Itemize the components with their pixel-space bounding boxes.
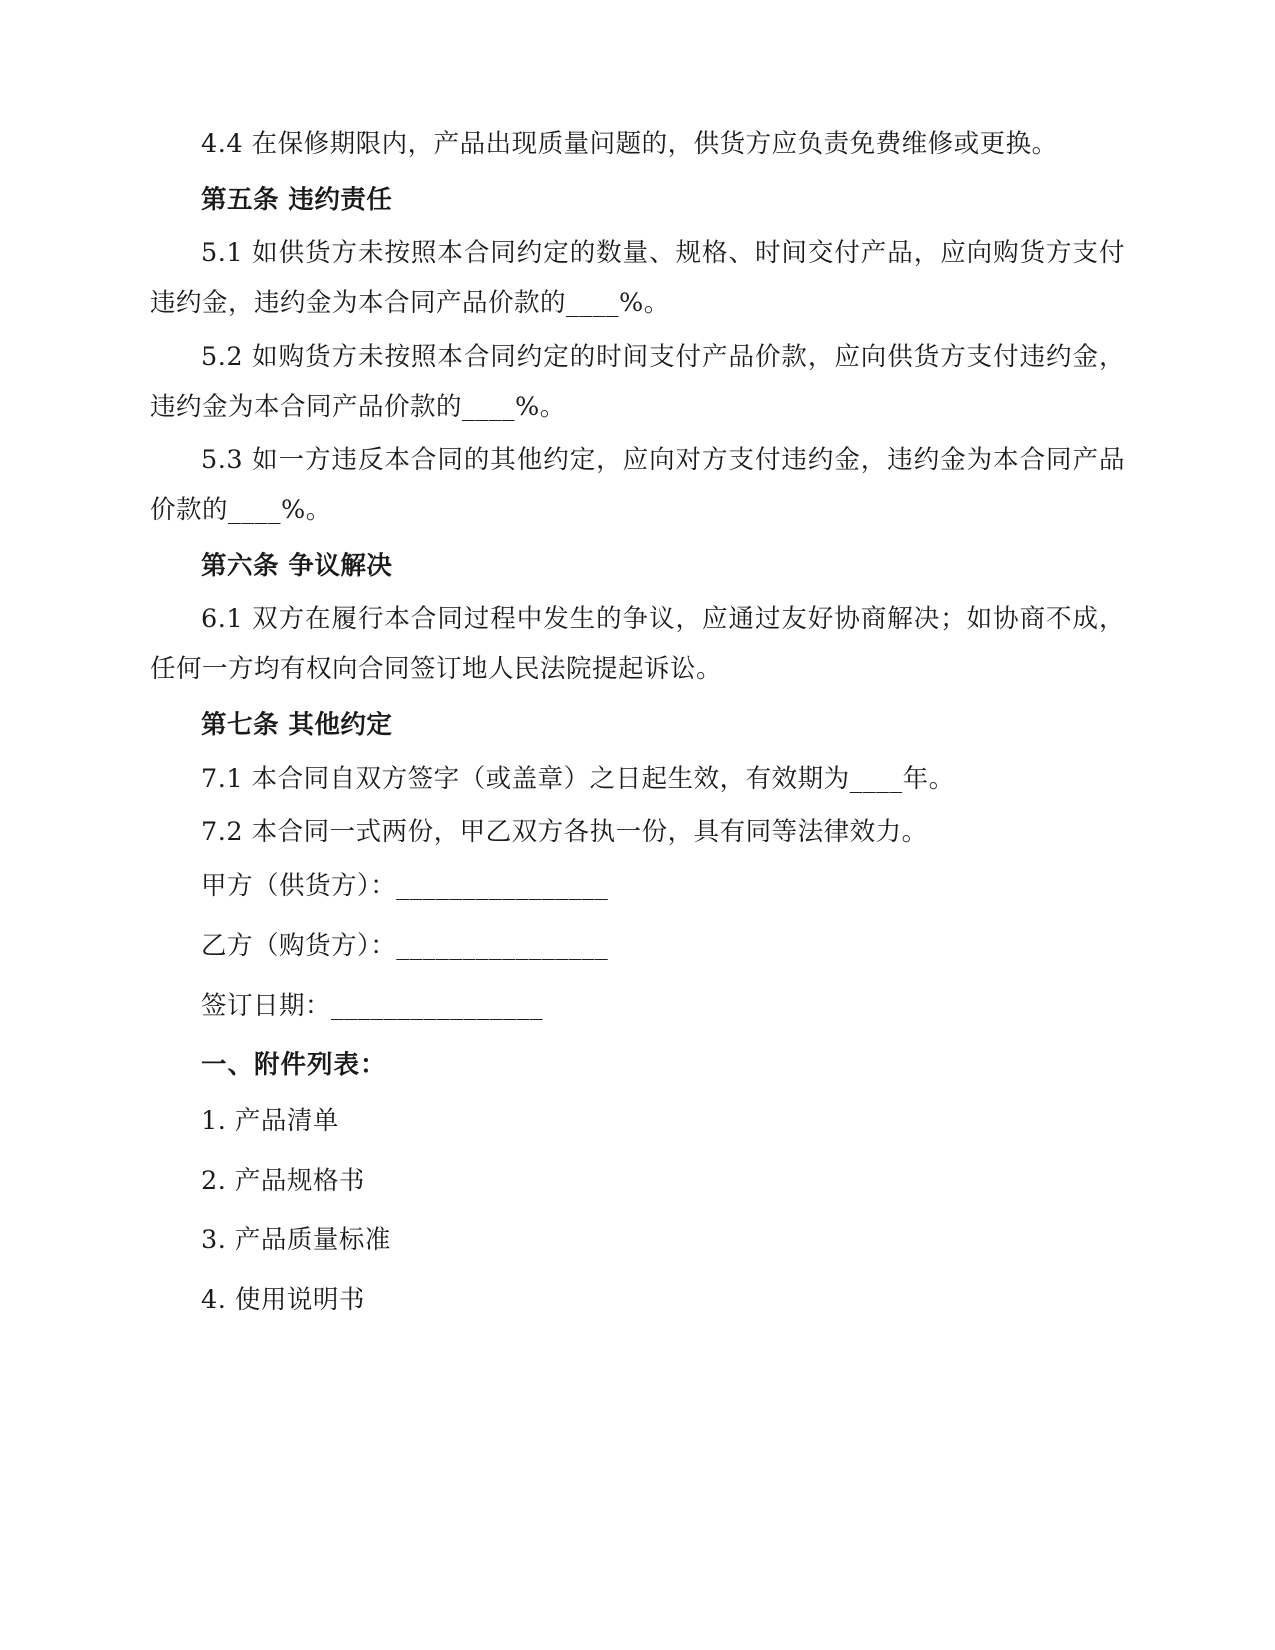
- document-body: [150, 120, 1125, 1326]
- clause-7-2: 7.2 本合同一式两份，甲乙双方各执一份，具有同等法律效力。: [201, 817, 928, 848]
- attachment-item-1: 1. 产品清单: [201, 1105, 339, 1136]
- clause-4-4: 4.4 在保修期限内，产品出现质量问题的，供货方应负责免费维修或更换。: [201, 129, 1058, 159]
- section-5-heading: 第五条 违约责任: [201, 184, 393, 215]
- signature-party-a: 甲方（供货方）：________________: [201, 871, 609, 902]
- attachment-item-4: 4. 使用说明书: [201, 1285, 365, 1316]
- clause-7-1: 7.1 本合同自双方签字（或盖章）之日起生效，有效期为____年。: [201, 763, 955, 794]
- clause-6-1: 6.1 双方在履行本合同过程中发生的争议，应通过友好协商解决；如协商不成，任何一方均有权向合同签订地人民法院提起诉讼。: [150, 604, 1125, 685]
- clause-5-2: 5.2 如购货方未按照本合同约定的时间支付产品价款，应向供货方支付违约金，违约金为本合同产品价款的____%。: [150, 341, 1125, 422]
- signature-date: 签订日期：________________: [201, 990, 544, 1021]
- attachment-item-3: 3. 产品质量标准: [201, 1225, 391, 1256]
- clause-5-3: 5.3 如一方违反本合同的其他约定，应向对方支付违约金，违约金为本合同产品价款的____%。: [150, 445, 1125, 526]
- clause-5-1: 5.1 如供货方未按照本合同约定的数量、规格、时间交付产品，应向购货方支付违约金，违约金为本合同产品价款的____%。: [150, 238, 1125, 319]
- attachment-list-heading: 一、附件列表：: [201, 1050, 387, 1081]
- section-6-heading: 第六条 争议解决: [201, 550, 393, 581]
- section-7-heading: 第七条 其他约定: [201, 709, 393, 740]
- signature-party-b: 乙方（购货方）：________________: [201, 930, 609, 961]
- attachment-item-2: 2. 产品规格书: [201, 1165, 365, 1196]
